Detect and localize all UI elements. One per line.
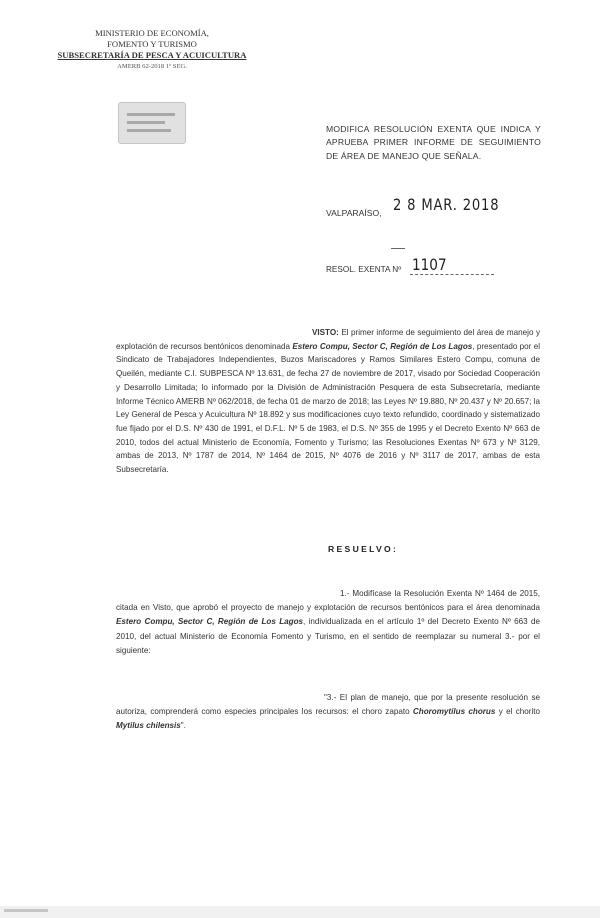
species-1: Choromytilus chorus [412, 706, 496, 716]
reference-code: AMERB 62-2018 1º SEG. [117, 63, 187, 70]
resolution-label: RESOL. EXENTA Nº [326, 265, 402, 274]
resolution-number: 1107 [412, 255, 447, 274]
visto-text-2: , presentado por el Sindicato de Trabajadores Independientes, Buzos Mariscadores y Ramos Similares Estero Compu, comuna de Queilén, mediante C.I. SUBPESCA Nº 13.631, de fecha 27 de noviembre de 2017, visado por Sociedad Cooperación y Desarrollo Limitada; lo informado por la División de Administración Pesquera de esta Subsecretaría, mediante Informe Técnico AMERB Nº 062/2018, de fecha 01 de marzo de 2018; las Leyes Nº 19.880, Nº 20.437 y Nº 20.657; la Ley General de Pesca y Acuicultura Nº 18.892 y sus modificaciones cuyo texto refundido, coordinado y sistematizado fue fijado por el D.S. Nº 430 de 1991, el D.F.L. Nº 5 de 1983, el D.S. Nº 355 de 1995 y el Decreto Exento Nº 663 de 2010, todos del actual Ministerio de Economía, Fomento y Turismo; las Resoluciones Exentas Nº 673 y Nº 3129, ambas de 2013, Nº 1787 de 2014, Nº 1464 de 2015, Nº 4076 de 2016 y Nº 3117 de 2017, ambas de esta Subsecretaría. [116, 341, 540, 475]
resuelvo-heading: RESUELVO: [328, 544, 399, 554]
visto-text-1: El primer informe de seguimiento del área de manejo y explotación de recursos bentónicos denominada [116, 328, 540, 351]
stamp-mark [391, 248, 405, 249]
article-1-area: Estero Compu, Sector C, Región de Los Lagos [116, 617, 304, 627]
article-1 [116, 587, 540, 658]
scan-footer [0, 906, 600, 918]
date-stamp: 2 8 MAR. 2018 [393, 195, 500, 214]
subsecretaria-line: SUBSECRETARÍA DE PESCA Y ACUICULTURA [57, 50, 247, 60]
number-underline [410, 274, 494, 275]
ministry-line-2: FOMENTO Y TURISMO [107, 39, 197, 49]
area-name: Estero Compu, Sector C, Región de Los Lagos [292, 341, 473, 351]
resolution-title: MODIFICA RESOLUCIÓN EXENTA QUE INDICA Y APRUEBA PRIMER INFORME DE SEGUIMIENTO DE ÁREA DE MANEJO QUE SEÑALA. [326, 124, 541, 161]
article-1-text-2: , individualizada en el artículo 1º del Decreto Exento Nº 663 de 2010, del actual Ministerio de Economía Fomento y Turismo, en el sentido de reemplazar su numeral 3.- por el siguiente: [116, 617, 540, 655]
numeral-3 [116, 691, 540, 732]
official-stamp [118, 102, 186, 144]
ministry-line: MINISTERIO DE ECONOMÍA, [95, 28, 209, 38]
article-1-text-1: 1.- Modifícase la Resolución Exenta Nº 1464 de 2015, citada en Visto, que aprobó el proyecto de manejo y explotación de recursos bentónicos para el área denominada [116, 589, 540, 613]
visto-label: VISTO: [312, 328, 339, 337]
species-2: Mytilus chilensis [116, 720, 181, 730]
numeral-3-text-1: "3.- El plan de manejo, que por la presente resolución se autoriza, comprenderá como especies principales los recursos: el choro zapato [116, 693, 540, 716]
numeral-3-text-2: y el chorito [495, 706, 541, 716]
numeral-3-text-3: ". [180, 720, 186, 730]
place-label: VALPARAÍSO, [326, 208, 382, 218]
visto-paragraph [116, 326, 540, 477]
ministry-header [52, 28, 252, 72]
